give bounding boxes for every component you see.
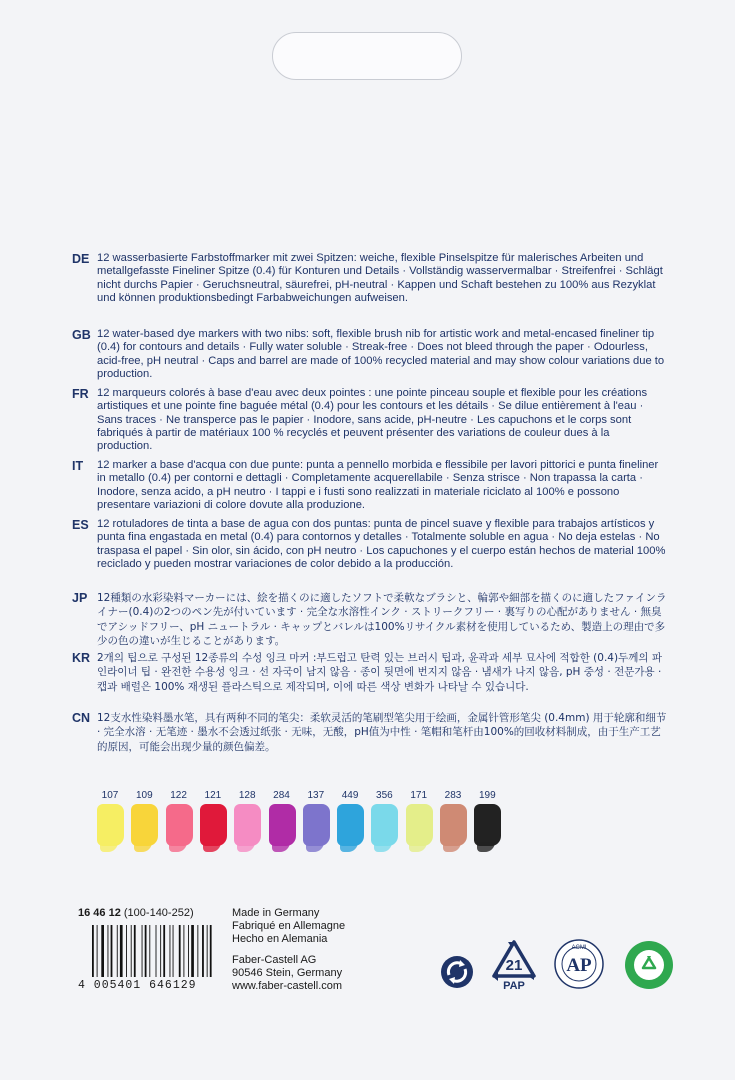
barcode-bar [207, 925, 208, 977]
swatch-number: 284 [273, 790, 290, 801]
language-code: CN [72, 711, 91, 725]
color-swatch [164, 790, 194, 801]
barcode-bar [160, 925, 161, 977]
swatch-color-sample [200, 804, 227, 846]
swatch-color-sample [440, 804, 467, 846]
description-text: 12 marker a base d'acqua con due punte: punta a pennello morbida e flessibile per lavori pittorici e punta fineliner in metallo (0.4) per contorni e dettagli · Completamente acquerellabile · Senza strisce · Non trapassa la carta · Inodore, senza acido, a pH neutro · I tappi e i fusti sono realizzati in materiale riciclato al 100% e possono presentare variazioni di colore dovute alla produzione. [97, 459, 659, 511]
hang-hole [272, 32, 462, 80]
swatch-number: 121 [204, 790, 222, 801]
swatch-color-sample [269, 804, 296, 846]
recycling-arrows-icon [440, 955, 474, 989]
description-es [72, 518, 667, 571]
color-swatches [95, 790, 515, 860]
barcode-digits: 4 005401 646129 [78, 979, 197, 992]
color-swatch [232, 790, 262, 801]
barcode-bar [163, 925, 165, 977]
swatch-number: 137 [307, 790, 325, 801]
swatch-color-sample [131, 804, 158, 846]
description-gb [72, 328, 667, 381]
barcode-bar [202, 925, 204, 977]
article-number-main: 16 46 12 [78, 907, 121, 919]
barcode-bar [179, 925, 181, 977]
swatch-number: 199 [478, 790, 496, 801]
barcode-bar [108, 925, 109, 977]
article-number [78, 907, 238, 919]
swatch-color-sample [234, 804, 261, 846]
language-code: JP [72, 591, 88, 605]
color-swatch [95, 790, 125, 801]
barcode-bar [183, 925, 184, 977]
swatch-number: 107 [101, 790, 119, 801]
color-swatch [267, 790, 297, 801]
language-code: GB [72, 328, 91, 342]
color-swatch [301, 790, 331, 801]
barcode-bar [170, 925, 171, 977]
barcode-bar [92, 925, 94, 977]
pap-number: 21 [505, 957, 523, 974]
acmi-ap-text: AP [566, 955, 592, 976]
barcode-bar [149, 925, 150, 977]
made-in-text [232, 907, 345, 946]
color-swatch [404, 790, 434, 801]
swatch-number: 171 [410, 790, 428, 801]
article-number-codes: (100-140-252) [123, 907, 194, 919]
language-code: KR [72, 651, 91, 665]
barcode-area [78, 907, 238, 997]
language-code: DE [72, 252, 90, 266]
company-city: 90546 Stein, Germany [232, 967, 343, 979]
description-text: 12 rotuladores de tinta a base de agua con dos puntas: punta de pincel suave y flexible para trabajos artísticos y punta fina engastada en metal (0.4) para contornos y detalles · Totalmente soluble en agua · No deja estelas · No traspasa el papel · Sin olor, sin ácido, con pH neutro · Los capuchones y el cuerpo están hechos de material 100% reciclado y pueden mostrar variaciones de color debido a la producción. [97, 518, 666, 570]
barcode-bar [173, 925, 174, 977]
company-address [232, 954, 342, 993]
barcode-bar [191, 925, 194, 977]
company-name: Faber-Castell AG [232, 954, 317, 966]
swatch-number: 128 [238, 790, 256, 801]
barcode-bar [126, 925, 127, 977]
swatch-number: 109 [135, 790, 153, 801]
description-jp [72, 591, 667, 648]
description-text: 12 water-based dye markers with two nibs: soft, flexible brush nib for artistic work and metal-encased fineliner tip (0.4) for contours and details · Fully water soluble · Streak-free · Does not bleed through the paper · Odourless, acid-free, pH neutral · Caps and barrel are made of 100% recycled material and may show colour variations due to production. [97, 328, 665, 380]
barcode [92, 925, 228, 977]
color-swatch [438, 790, 468, 801]
description-text: 12 marqueurs colorés à base d'eau avec deux pointes : une pointe pinceau souple et flexible pour les créations artistiques et une pointe fine baguée métal (0.4) pour les contours et les détails · Se dilue entièrement à l'eau · Sans traces · Ne transperce pas le papier · Inodore, sans acide, pH-neutre · Les capuchons et le corps sont fabriqués à partir de matériaux 100 % recyclés et peuvent présenter des variations de couleur dues à la production. [97, 387, 648, 453]
language-code: ES [72, 518, 89, 532]
description-de [72, 252, 667, 305]
barcode-bar [134, 925, 136, 977]
barcode-bar [131, 925, 132, 977]
swatch-color-sample [337, 804, 364, 846]
swatch-color-sample [97, 804, 124, 846]
language-code: IT [72, 459, 84, 473]
acmi-ap-seal-icon [553, 938, 605, 990]
swatch-color-sample [371, 804, 398, 846]
made-in-line: Made in Germany [232, 907, 320, 919]
description-cn [72, 711, 667, 754]
swatch-color-sample [303, 804, 330, 846]
color-swatch [335, 790, 365, 801]
barcode-bar [120, 925, 123, 977]
swatch-number: 449 [341, 790, 359, 801]
barcode-bar [197, 925, 198, 977]
language-code: FR [72, 387, 89, 401]
swatch-number: 356 [376, 790, 393, 801]
made-in-line: Fabriqué en Allemagne [232, 920, 346, 932]
description-text: 12 wasserbasierte Farbstoffmarker mit zwei Spitzen: weiche, flexible Pinselspitze für malerisches Arbeiten und metallgefasste Fineliner Spitze (0.4) für Konturen und Details · Vollständig wasservermalbar · Streifenfrei · Schlägt nicht durchs Papier · Geruchsneutral, säurefrei, pH-neutral · Kappen und Schaft bestehen zu 100% aus Rezyklat und können produktionsbedingt Farbabweichungen aufweisen. [97, 252, 663, 304]
swatch-number: 283 [444, 790, 462, 801]
barcode-bar [97, 925, 98, 977]
recycled-cardboard-seal-icon [624, 940, 674, 990]
color-swatch [369, 790, 399, 801]
pap-label: PAP [503, 980, 525, 992]
description-fr [72, 387, 667, 453]
company-website: www.faber-castell.com [232, 980, 343, 992]
acmi-ring-text: ACMI [571, 945, 587, 951]
barcode-bar [142, 925, 143, 977]
color-swatch [129, 790, 159, 801]
made-in-line: Hecho en Alemania [232, 933, 328, 945]
color-swatch [472, 790, 502, 801]
description-text: 12種類の水彩染料マーカーには、絵を描くのに適したソフトで柔軟なブラシと、輪郭や細部を描くのに適したファインライナー(0.4)の2つのペン先が付いています · 完全な水溶性インク · ストリークフリー · 裏写りの心配がありません · 無臭でアシッドフリー、pH ニュートラル · キャップとバレルは100%リサイクル素材を使用しているため、製造上の理由で多少の色の違いが生じることがあります。 [97, 592, 667, 647]
description-text: 2개의 팁으로 구성된 12종류의 수성 잉크 마커 :부드럽고 탄력 있는 브러시 팁과, 윤곽과 세부 묘사에 적합한 (0.4)두께의 파인라이너 팁 · 완전한 수용성 잉크 · 선 자국이 남지 않음 · 종이 뒷면에 번지지 않음 · 냄새가 나지 않음, pH 중성 · 전문가용 · 캡과 배럴은 100% 재생된 플라스틱으로 제작되며, 이에 따른 색상 변화가 나타날 수 있습니다. [97, 652, 662, 693]
color-swatch [198, 790, 228, 801]
description-it [72, 459, 667, 512]
barcode-bar [156, 925, 157, 977]
barcode-bar [101, 925, 104, 977]
swatch-number: 122 [170, 790, 187, 801]
description-kr [72, 651, 667, 694]
swatch-color-sample [474, 804, 501, 846]
description-text: 12支水性染料墨水笔，具有两种不同的笔尖：柔软灵活的笔刷型笔尖用于绘画，金属针管形笔尖 (0.4mm) 用于轮廓和细节 · 完全水溶 · 无笔迹 · 墨水不会透过纸张 · 无味，无酸，pH值为中性 · 笔帽和笔杆由100%的回收材料制成，由于生产工艺的原因，可能会出现少量的颜色偏差。 [97, 712, 667, 753]
barcode-bar [145, 925, 147, 977]
barcode-bar [188, 925, 189, 977]
swatch-color-sample [406, 804, 433, 846]
barcode-bar [210, 925, 212, 977]
barcode-bar [111, 925, 113, 977]
swatch-color-sample [166, 804, 193, 846]
barcode-bar [117, 925, 118, 977]
